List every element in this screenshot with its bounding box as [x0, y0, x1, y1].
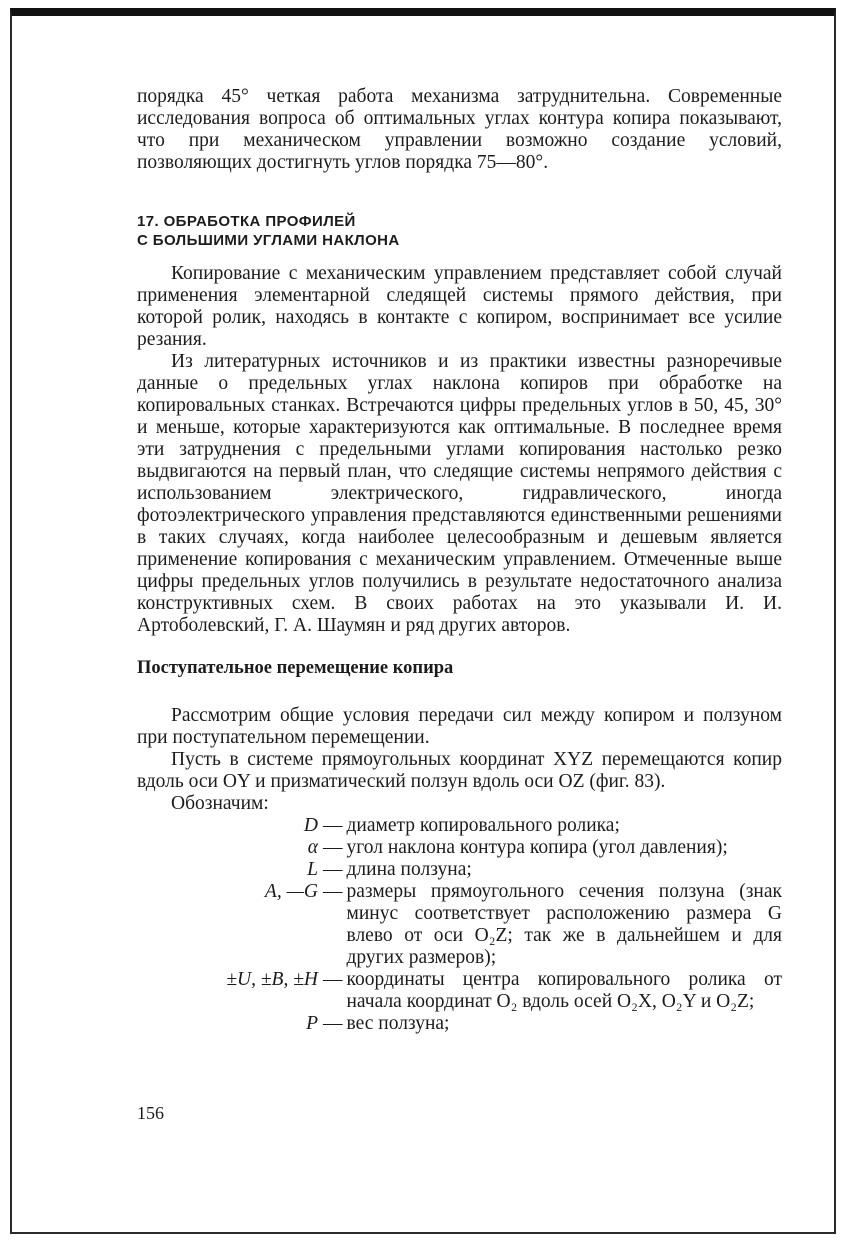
section-heading-line-2: С БОЛЬШИМИ УГЛАМИ НАКЛОНА [137, 232, 400, 249]
definition-row [137, 881, 782, 969]
definition-text: координаты центра копировального ролика от начала координат O₂ вдоль осей O₂X, O₂Y и O₂Z; [346, 969, 782, 1012]
definition-text: угол наклона контура копира (угол давления); [346, 837, 728, 858]
definition-symbol: P [306, 1013, 318, 1034]
definition-symbol: D [303, 815, 318, 836]
definition-row [137, 859, 782, 881]
definition-text: длина ползуна; [346, 859, 472, 880]
paragraph-literature: Из литературных источников и из практики известны разноречивые данные о предельных углах наклона копиров при обработке на копировальных станках. Встречаются цифры предельных углов в 50, 45, 30° и меньше, которые характеризуются как оптимальные. В последнее время эти затруднения с предельными углами копирования настолько резко выдвигаются на первый план, что следящие системы непрямого действия с использованием электрического, гидравлического, иногда фотоэлектрического управления представляются единственными решениями в таких случаях, когда наиболее целесообразным и дешевым является применение копирования с механическим управлением. Отмеченные выше цифры предельных углов получились в результате недостаточного анализа конструктивных схем. В своих работах на это указывали И. И. Артоболевский, Г. А. Шаумян и ряд других авторов. [137, 351, 782, 636]
definition-symbol: ±U, ±B, ±H [226, 969, 318, 990]
paragraph-copying: Копирование с механическим управлением представляет собой случай применения элементарной следящей системы прямого действия, при которой ролик, находясь в контакте с копиром, воспринимает все усилие резания. [137, 263, 782, 350]
definition-row [137, 837, 782, 859]
definition-dash: — [323, 859, 343, 880]
section-heading-line-1: 17. ОБРАБОТКА ПРОФИЛЕЙ [137, 213, 356, 230]
definition-text: диаметр копировального ролика; [346, 815, 620, 836]
paragraph-notation: Обозначим: [171, 793, 269, 814]
definition-symbol: A, —G [264, 881, 318, 902]
definition-dash: — [323, 969, 343, 990]
page-number: 156 [137, 1103, 164, 1123]
paragraph-top: порядка 45° четкая работа механизма затруднительна. Современные исследования вопроса об оптимальных углах контура копира показывают, что при механическом управлении возможно создание условий, позволяющих достигнуть углов порядка 75—80°. [137, 86, 782, 173]
definition-dash: — [323, 815, 343, 836]
definition-row [137, 815, 782, 837]
definition-dash: — [323, 1013, 343, 1034]
definition-dash: — [323, 837, 343, 858]
definitions-list [137, 815, 782, 1035]
definition-row [137, 1013, 782, 1035]
definition-dash: — [323, 881, 343, 902]
definition-text: вес ползуна; [346, 1013, 450, 1034]
paragraph-coordinates: Пусть в системе прямоугольных координат XYZ перемещаются копир вдоль оси OY и призматический ползун вдоль оси OZ (фиг. 83). [137, 749, 782, 792]
paragraph-consider: Рассмотрим общие условия передачи сил между копиром и ползуном при поступательном перемещении. [137, 705, 782, 748]
definition-text: размеры прямоугольного сечения ползуна (знак минус соответствует расположению размера G влево от оси O₂Z; так же в дальнейшем и для других размеров); [346, 881, 782, 968]
page-content [137, 86, 782, 1035]
definition-symbol: α [307, 837, 318, 858]
definition-row [137, 969, 782, 1013]
subheading: Поступательное перемещение копира [137, 658, 454, 678]
definition-symbol: L [307, 859, 318, 880]
